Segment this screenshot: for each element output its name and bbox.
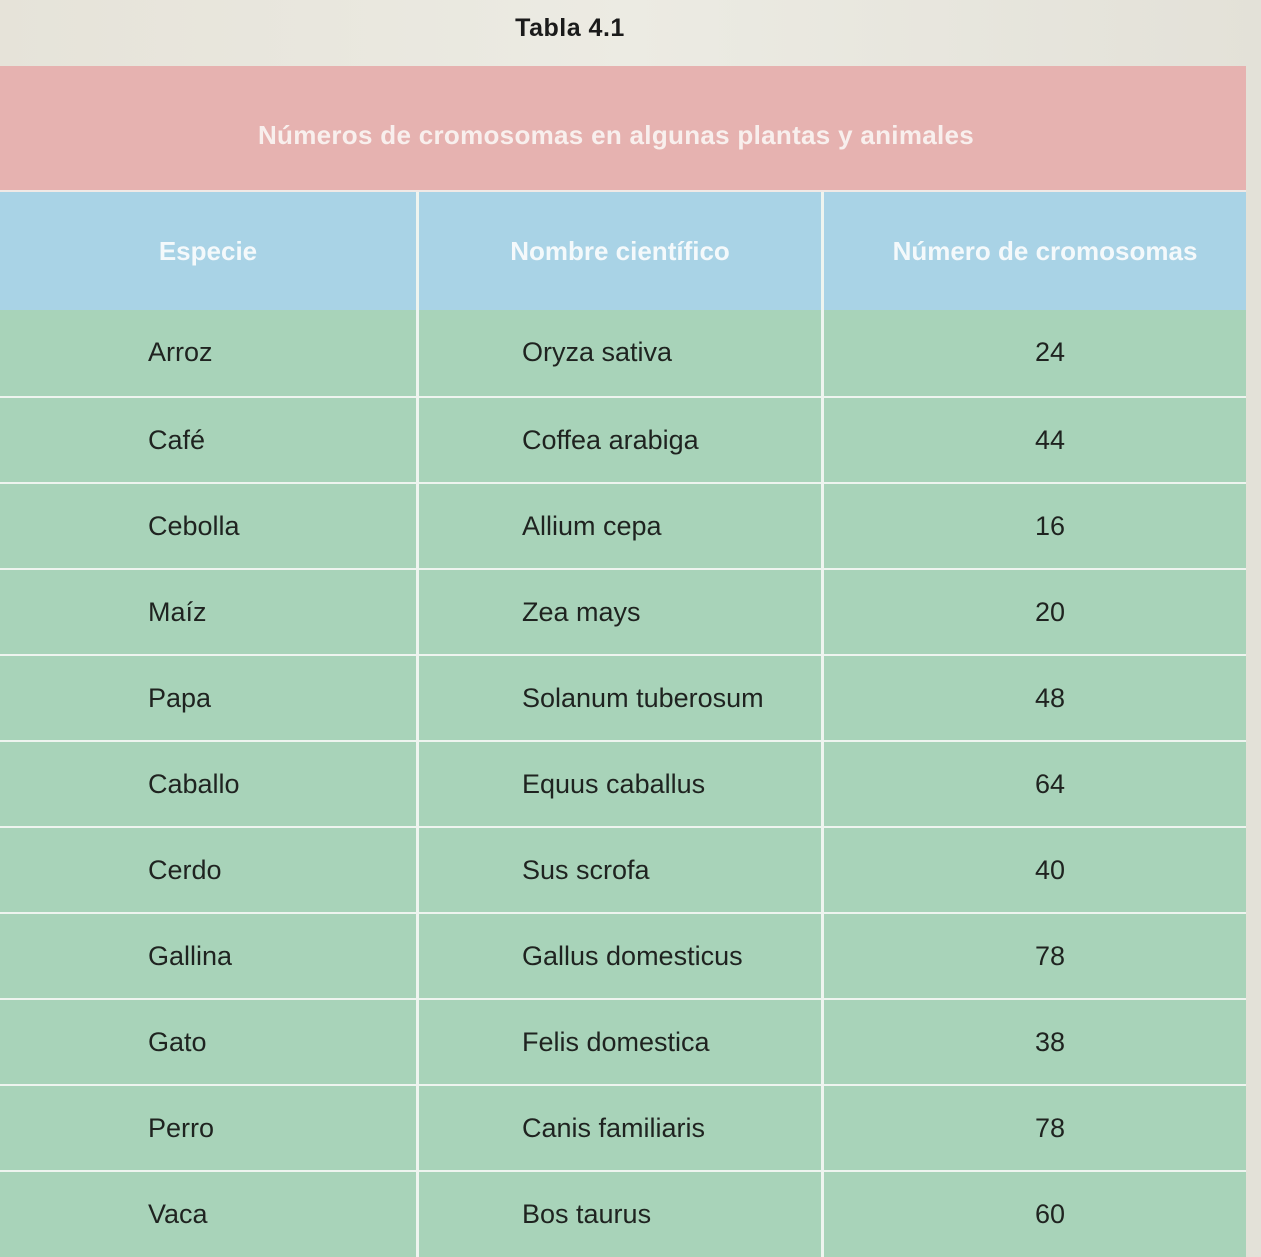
cell-numero-cromosomas: 48 <box>1034 682 1066 713</box>
cell-especie: Papa <box>148 682 212 713</box>
cell-nombre-cientifico: Canis familiaris <box>522 1112 706 1143</box>
table-row <box>0 912 1246 998</box>
cell-numero-cromosomas: 38 <box>1034 1026 1066 1057</box>
column-header-numero-cromosomas: Número de cromosomas <box>892 236 1198 266</box>
cell-numero-cromosomas: 24 <box>1034 336 1066 367</box>
table-row <box>0 740 1246 826</box>
cell-numero-cromosomas: 20 <box>1034 596 1066 627</box>
table-row <box>0 568 1246 654</box>
cell-especie: Gato <box>148 1026 207 1057</box>
cell-nombre-cientifico: Bos taurus <box>522 1198 652 1229</box>
table-body <box>0 310 1246 1257</box>
cell-nombre-cientifico: Felis domestica <box>522 1026 710 1057</box>
table-title: Números de cromosomas en algunas plantas y animales <box>257 120 975 150</box>
cell-especie: Gallina <box>148 940 233 971</box>
cell-numero-cromosomas: 60 <box>1034 1198 1066 1229</box>
cell-nombre-cientifico: Allium cepa <box>522 510 662 541</box>
cell-especie: Café <box>148 424 206 455</box>
column-divider <box>821 192 824 1257</box>
column-header-especie: Especie <box>158 236 258 266</box>
table-title-band <box>0 66 1246 192</box>
table-row <box>0 1084 1246 1170</box>
table-caption: Tabla 4.1 <box>515 14 625 42</box>
cell-nombre-cientifico: Equus caballus <box>522 768 706 799</box>
table-row <box>0 826 1246 912</box>
table-row <box>0 998 1246 1084</box>
cell-nombre-cientifico: Oryza sativa <box>522 336 673 367</box>
cell-nombre-cientifico: Solanum tuberosum <box>522 682 764 713</box>
cell-numero-cromosomas: 16 <box>1034 510 1066 541</box>
cell-nombre-cientifico: Zea mays <box>522 596 641 627</box>
cell-especie: Vaca <box>148 1198 208 1229</box>
cell-numero-cromosomas: 44 <box>1034 424 1066 455</box>
cell-numero-cromosomas: 78 <box>1034 940 1066 971</box>
cell-nombre-cientifico: Sus scrofa <box>522 854 650 885</box>
table-header-row <box>0 192 1246 310</box>
column-header-nombre-cientifico: Nombre científico <box>510 236 730 266</box>
cell-especie: Caballo <box>148 768 240 799</box>
cell-nombre-cientifico: Gallus domesticus <box>522 940 743 971</box>
cell-especie: Cebolla <box>148 510 240 541</box>
cell-especie: Arroz <box>148 336 213 367</box>
cell-numero-cromosomas: 64 <box>1034 768 1066 799</box>
cell-nombre-cientifico: Coffea arabiga <box>522 424 699 455</box>
cell-especie: Cerdo <box>148 854 222 885</box>
chromosome-table <box>0 66 1246 1257</box>
cell-numero-cromosomas: 78 <box>1034 1112 1066 1143</box>
table-row <box>0 396 1246 482</box>
table-row <box>0 654 1246 740</box>
table-row <box>0 1170 1246 1256</box>
column-divider <box>416 192 419 1257</box>
cell-numero-cromosomas: 40 <box>1034 854 1066 885</box>
table-row <box>0 310 1246 396</box>
table-row <box>0 482 1246 568</box>
cell-especie: Perro <box>148 1112 215 1143</box>
cell-especie: Maíz <box>148 596 207 627</box>
